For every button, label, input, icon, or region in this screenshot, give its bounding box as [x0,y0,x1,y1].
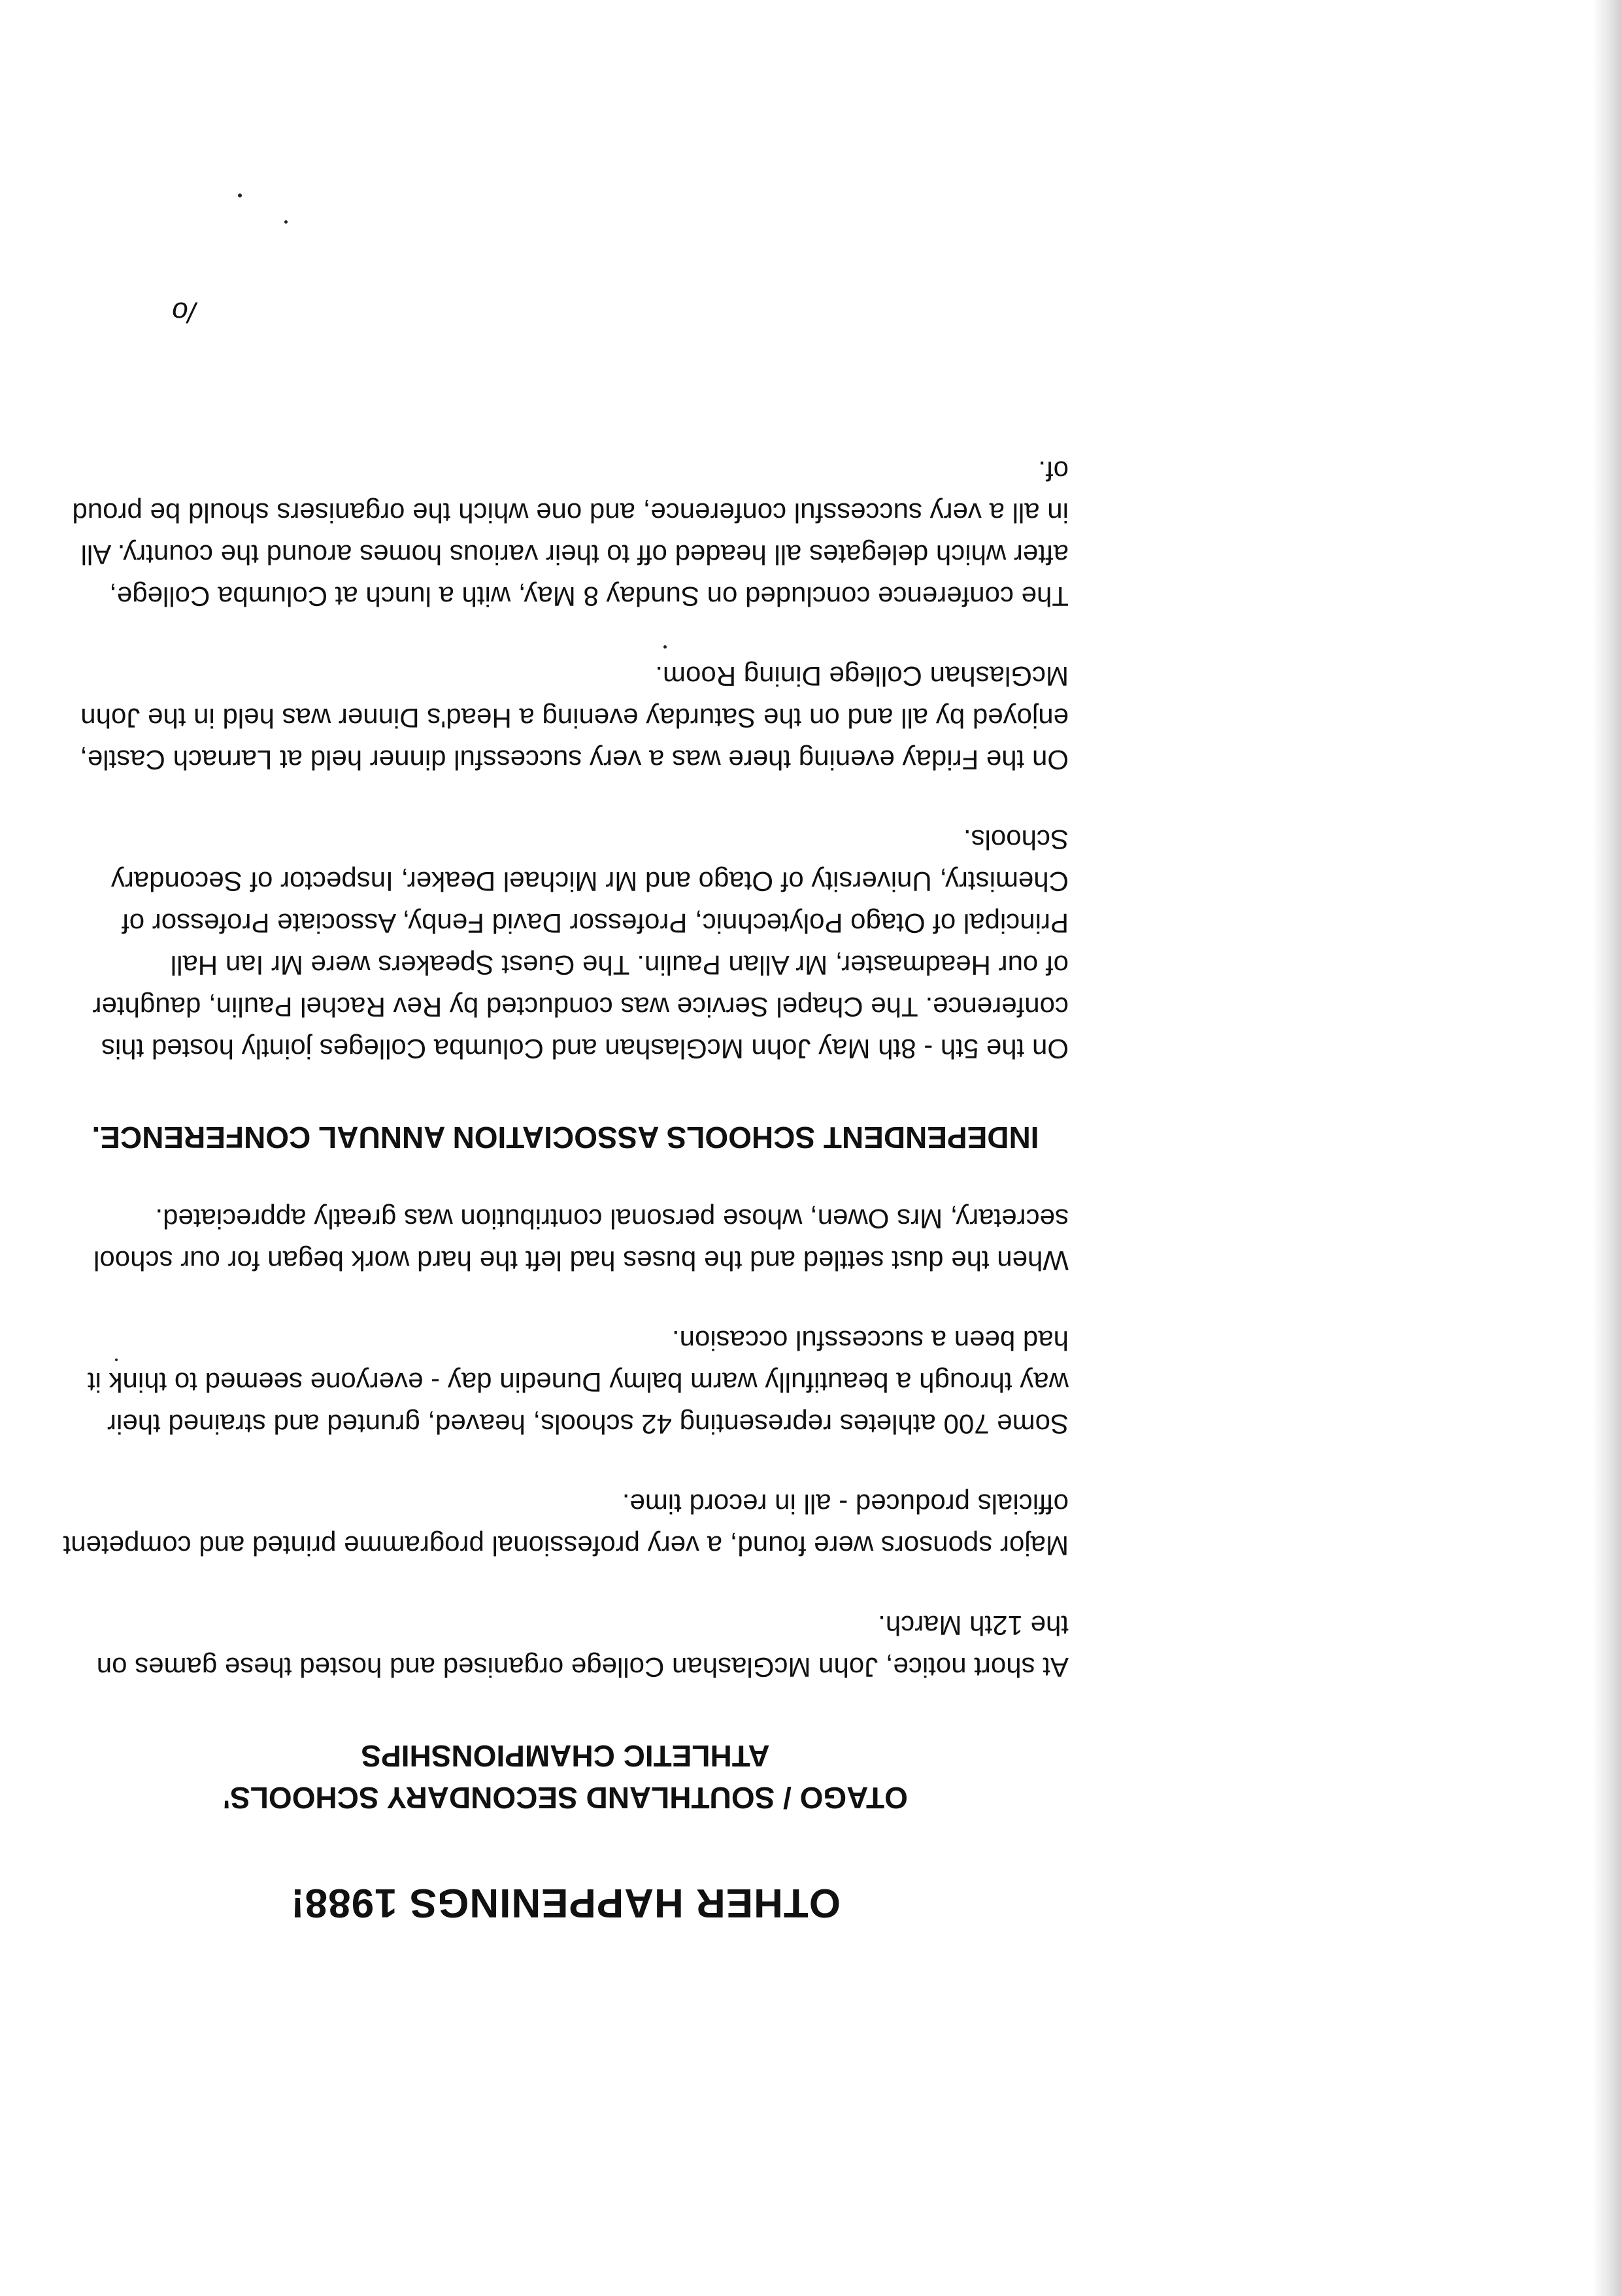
paragraph: The conference concluded on Sunday 8 May, with a lunch at Columba College, after which delegates all headed off to their various homes around the country. All in all a very successful conference, and one which the organisers should be proud of. [72,456,1069,612]
conference-section [62,450,1069,1158]
scan-speck [663,645,667,649]
paragraph: On the 5th - 8th May John McGlashan and Columba Colleges jointly hosted this conference. The Chapel Service was conducted by Rev Rachel Paulin, daughter of our Headmaster, Mr Allan Paulin. The Guest Speakers were Mr Ian Hall Principal of Otago Polytechnic, Professor David Fenby, Associate Professor of Chemistry, University of Otago and Mr Michael Deaker, Inspector of Secondary Schools. [92,824,1069,1064]
scan-speck [115,1359,118,1361]
paragraph: At short notice, John McGlashan College organised and hosted these games on the 12th March. [96,1610,1069,1683]
section-heading: INDEPENDENT SCHOOLS ASSOCIATION ANNUAL CONFERENCE. [92,1121,1039,1155]
athletic-championships-section [62,1198,1069,1819]
paragraph: Some 700 athletes representing 42 schools, heaved, grunted and strained their way through a beautifully warm balmy Dunedin day - everyone seemed to think it had been a successful occasion. [87,1325,1069,1440]
scan-speck [238,194,242,197]
scan-speck [284,220,288,224]
paragraph: Major sponsors were found, a very professional programme printed and competent officials produced - all in record time. [63,1489,1069,1561]
paragraph: On the Friday evening there was a very successful dinner held at Larnach Castle, enjoyed by all and on the Saturday evening a Head's Dinner was held in the John McGlashan College Dining Room. [80,661,1069,775]
page-title: OTHER HAPPENINGS 1988! [290,1880,841,1925]
paragraph: When the dust settled and the buses had left the hard work began for our school secretary, Mrs Owen, whose personal contribution was greatly appreciated. [93,1204,1069,1276]
section-heading: OTAGO / SOUTHLAND SECONDARY SCHOOLS' ATHLETIC CHAMPIONSHIPS [223,1739,908,1815]
page-content [62,412,1069,1929]
page-number-mark: /o [172,296,196,328]
